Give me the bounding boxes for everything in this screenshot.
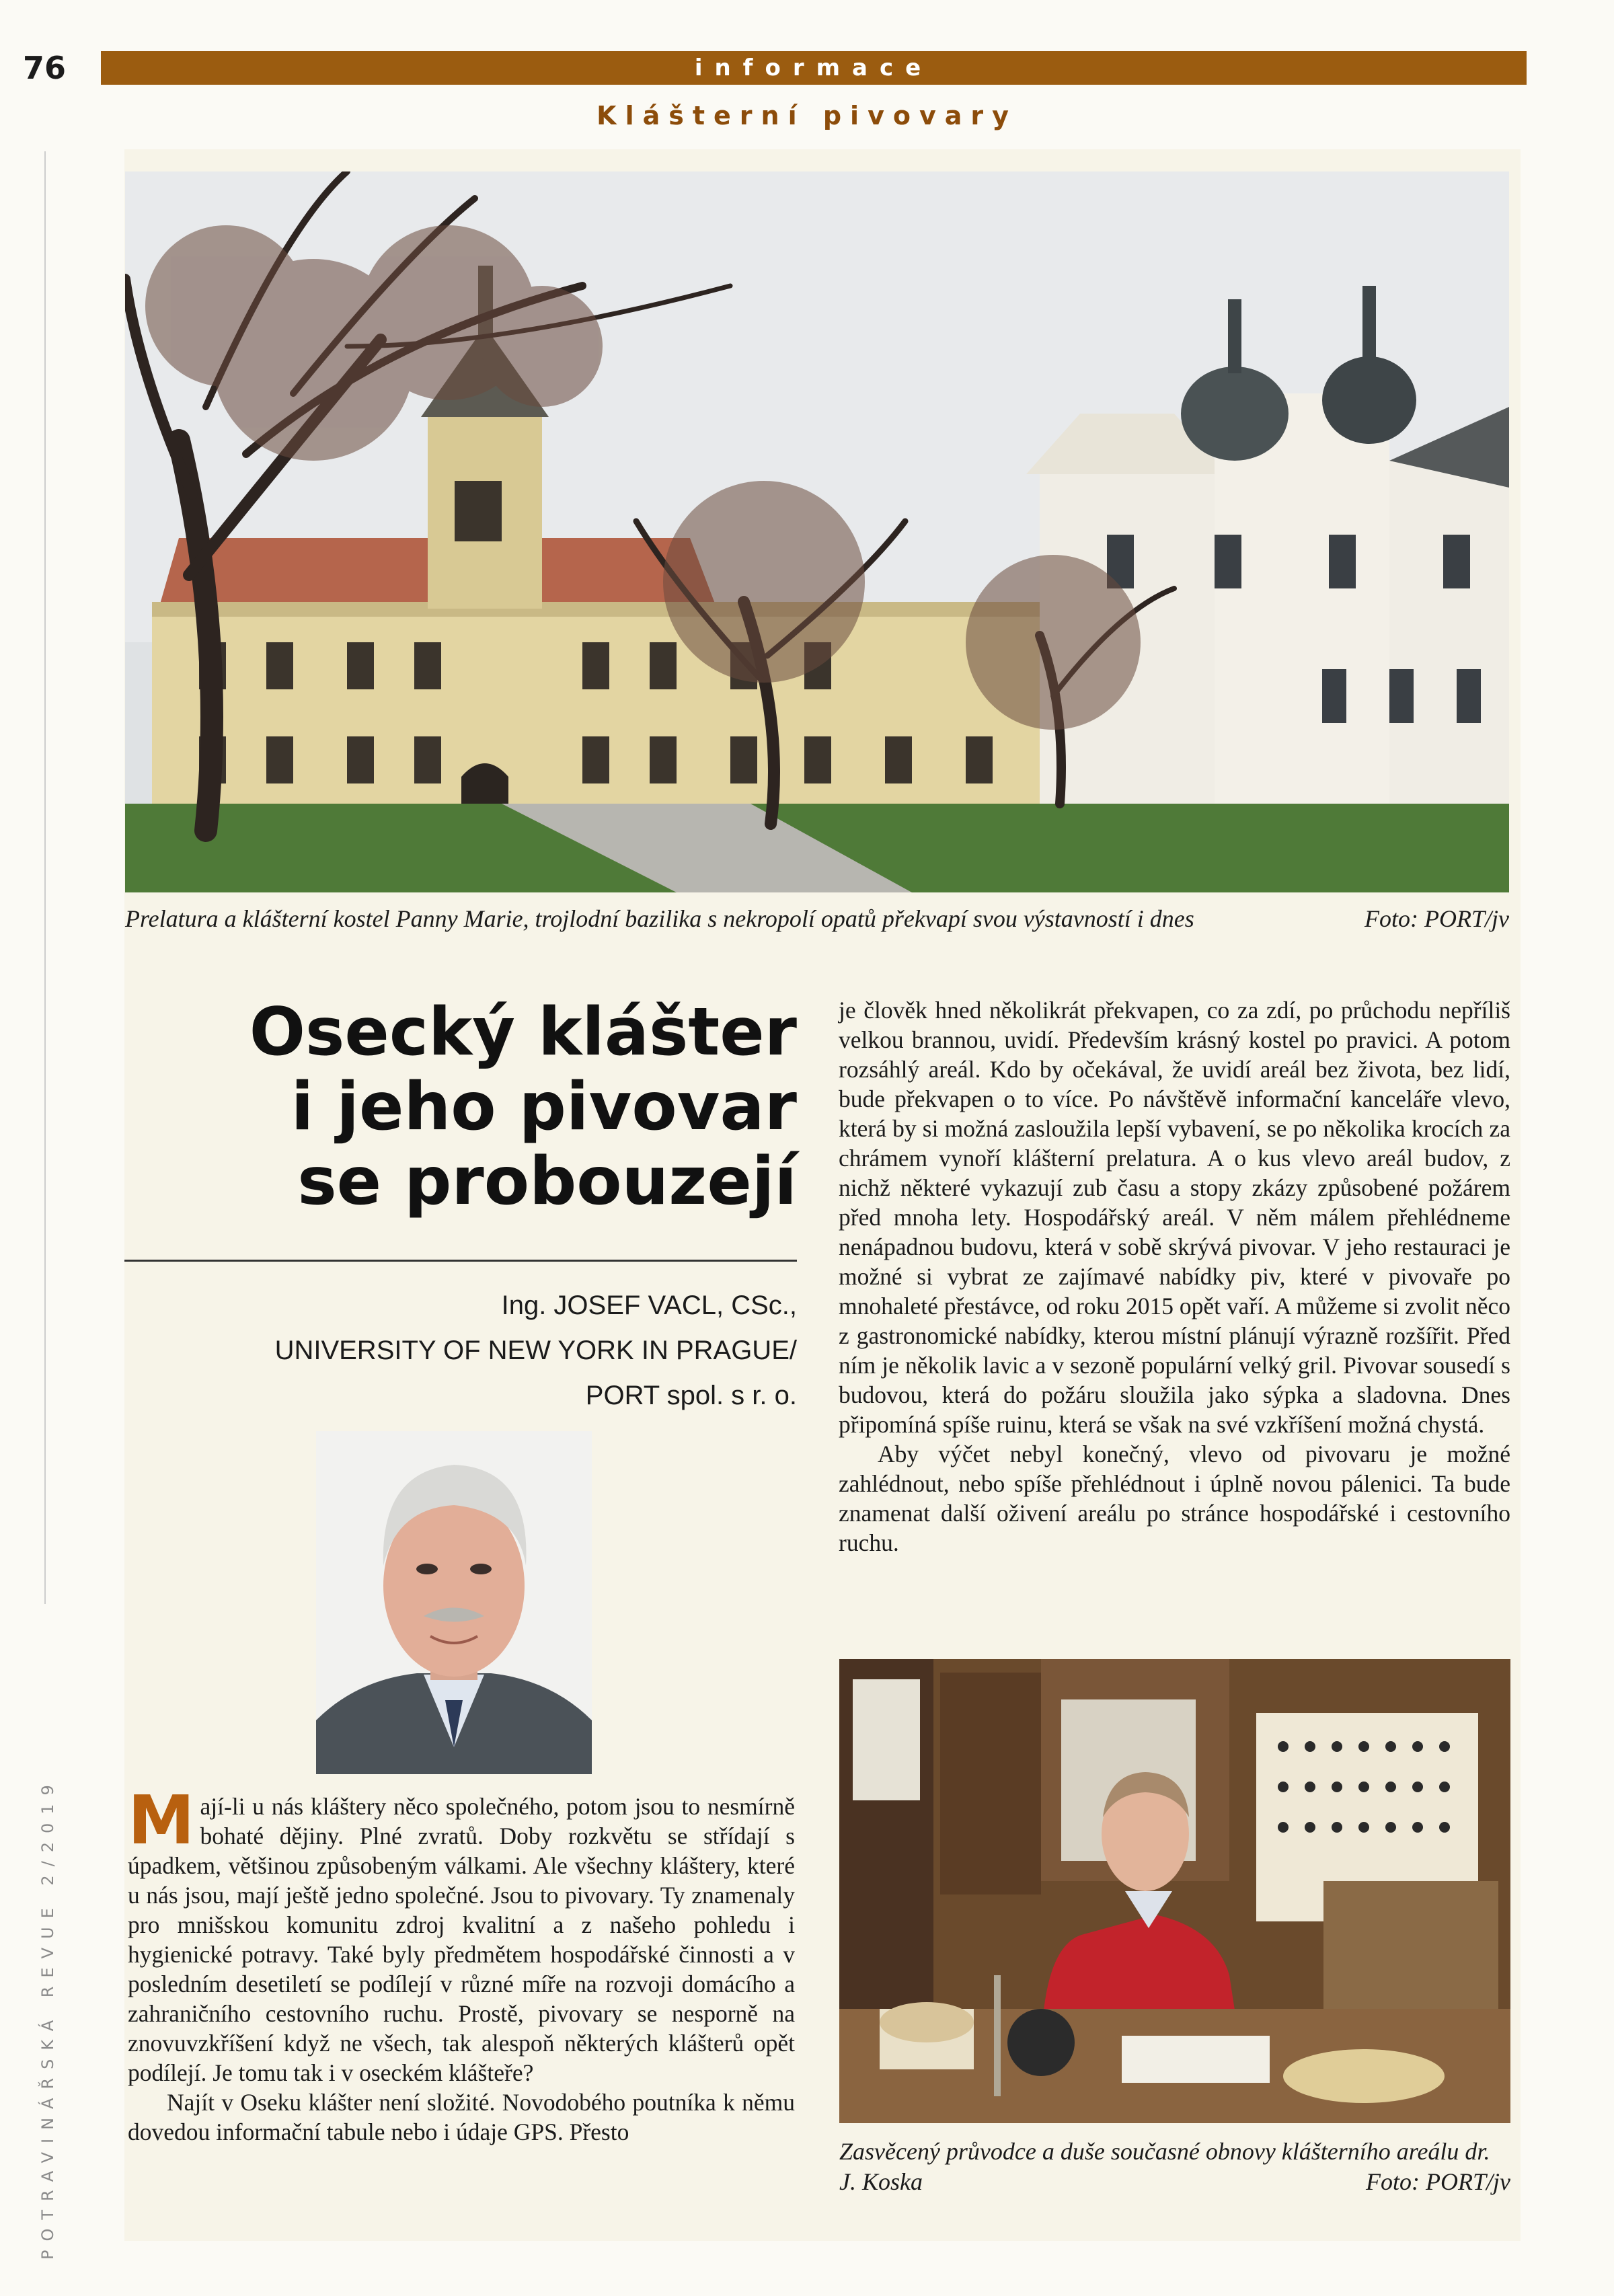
margin-rule	[44, 151, 46, 1604]
left-paragraph-2: Najít v Oseku klášter není složité. Novodobého poutníka k němu dovedou informační tabule nebo i údaje GPS. Přesto	[128, 2089, 795, 2145]
right-paragraph-2: Aby výčet nebyl konečný, vlevo od pivovaru je možné zahlédnout, nebo spíše přehlédnout i úplně novou pálenici. Ta bude znamenat další oživení areálu po stránce hospodářské i cestovního ruchu.	[839, 1441, 1510, 1556]
article-title	[124, 995, 797, 1219]
main-photo-caption-text: Prelatura a klášterní kostel Panny Marie, trojlodní bazilika s nekropolí opatů překvapí svou výstavností i dnes	[125, 905, 1194, 932]
title-line-2: i jeho pivovar	[291, 1069, 797, 1145]
main-photo-credit: Foto: PORT/jv	[1365, 905, 1509, 932]
journal-issue-label: POTRAVINÁŘSKÁ REVUE 2/2019	[38, 1776, 57, 2260]
office-photo-caption	[839, 2137, 1510, 2197]
subsection-heading: Klášterní pivovary	[597, 101, 1017, 130]
office-photo-credit: Foto: PORT/jv	[1366, 2168, 1510, 2195]
drop-cap: M	[128, 1781, 195, 1860]
page-number: 76	[23, 50, 67, 86]
title-divider	[124, 1260, 797, 1262]
left-paragraph-1: ají-li u nás kláštery něco společného, potom jsou to nesmírně bohaté dějiny. Plné zvratů. Doby rozkvětu se střídají s úpadkem, většinou způsobeným válkami. Ale všechny kláštery, které u nás jsou, mají ještě jedno společné. Jsou to pivovary. Ty znamenaly pro mnišskou komunitu zdroj kvalitní a z našeho pohledu i hygienické potravy. Také byly předmětem hospodářské činnosti a v posledním desetiletí se podílejí v různé míře na rozvoji domácího a zahraničního cestovního ruchu. Prostě, pivovary se nesporně na znovuvzkříšení když ne všech, tak alespoň některých klášterů opět podílejí. Je tomu tak i v oseckém klášteře?	[128, 1793, 795, 2086]
title-line-1: Osecký klášter	[249, 994, 797, 1071]
office-photo	[839, 1659, 1510, 2123]
title-line-3: se probouzejí	[297, 1143, 797, 1220]
author-block	[124, 1283, 797, 1418]
right-paragraph-1: je člověk hned několikrát překvapen, co za zdí, po průchodu nepříliš velkou brannou, uvidí. Především krásný kostel po pravici. A potom rozsáhlý areál. Kdo by očekával, že uvidí areál bez života, bez lidí, bude překvapen o to více. Po návštěvě informační kanceláře vlevo, která by si možná zasloužila lepší vybavení, se po několika krocích za chrámem vynoří klášterní prelatura. A o kus vlevo areál budov, z nichž některé vykazují zub času a stopy zkázy způsobené požárem před mnoha lety. Hospodářský areál. V něm málem přehlédneme nenápadnou budovu, která v sobě skrývá pivovar. V jeho restauraci je možné si vybrat ze zajímavé nabídky piv, které v pivovaře po mnohaleté přestávce, od roku 2015 opět vaří. A můžeme si zvolit něco z gastronomické nabídky, kterou místní plánují výrazně rozšířit. Před ním je několik lavic a v sezoně populární velký gril. Pivovar sousedí s budovou, která do požáru sloužila jako sýpka a sladovna. Dnes připomíná spíše ruinu, která se však na své vzkříšení možná chystá.	[839, 997, 1510, 1438]
author-portrait	[316, 1431, 592, 1774]
journal-sidebar	[38, 1614, 59, 2260]
author-affiliation: UNIVERSITY OF NEW YORK IN PRAGUE/	[274, 1336, 797, 1365]
main-photo-caption	[125, 905, 1509, 933]
section-banner	[101, 51, 1527, 85]
main-photo	[125, 171, 1509, 892]
section-label: informace	[694, 54, 933, 81]
office-photo-caption-text: Zasvěcený průvodce a duše současné obnovy klášterního areálu dr. J. Koska	[839, 2138, 1490, 2195]
left-column-text	[128, 1781, 795, 2147]
author-name: Ing. JOSEF VACL, CSc.,	[501, 1291, 797, 1320]
right-column-text	[839, 995, 1510, 1558]
author-company: PORT spol. s r. o.	[585, 1381, 797, 1410]
